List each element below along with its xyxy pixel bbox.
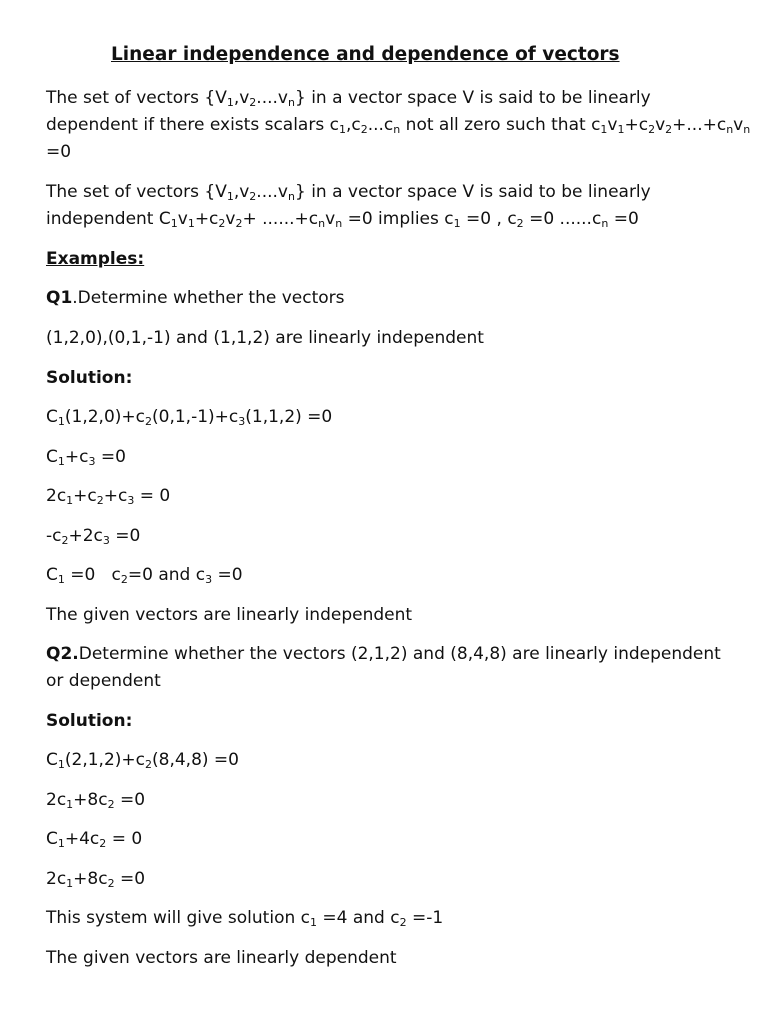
independent-definition-line-1: The set of vectors $\{V_1,v_2....v_n\}$ in a vector space V is said to be linearly [46, 182, 651, 203]
q2-solution-label: Solution: [46, 711, 133, 731]
examples-heading: Examples: [46, 249, 145, 269]
q2-label: Q2. [46, 644, 79, 664]
q1-conclusion: The given vectors are linearly independent [46, 605, 413, 625]
dependent-definition-line-2: dependent if there exists scalars $c_1,c_2...c_n$ not all zero such that $c_1v_1+c_2v_2+...+c_nv_n$ [46, 115, 751, 136]
q1-step: $2c_1+c_2+c_3 = 0$ [46, 486, 171, 507]
q2-question-text: Determine whether the vectors (2,1,2) and (8,4,8) are linearly independent [78, 644, 721, 664]
q2-step: $2c_1+8c_2 =0$ [46, 790, 146, 811]
q2-conclusion: The given vectors are linearly dependent [46, 948, 397, 968]
q1-label: Q1 [46, 288, 73, 308]
q2-step: This system will give solution $c_1 =4$ and $c_2 =-1$ [46, 908, 444, 929]
q1-step: $C_1(1,2,0)+c_2(0,1,-1)+c_3(1,1,2) =0$ [46, 407, 333, 428]
q2-step: $C_1(2,1,2)+c_2(8,4,8) =0$ [46, 750, 239, 771]
q1-step: $C_1 =0$ $c_2=0$ and $c_3 =0$ [46, 565, 243, 586]
page-title: Linear independence and dependence of vectors [111, 44, 620, 65]
q2-question-cont: or dependent [46, 671, 161, 691]
dependent-definition-line-3: =0 [46, 142, 72, 162]
q1-vectors: (1,2,0),(0,1,-1) and (1,1,2) are linearly independent [46, 328, 484, 348]
q1-step: $-c_2+2c_3 =0$ [46, 526, 141, 547]
q2-step: $C_1+4c_2 = 0$ [46, 829, 143, 850]
q1-step: $C_1+c_3 =0$ [46, 447, 126, 468]
q1-question [46, 285, 736, 312]
q2-step: $2c_1+8c_2 =0$ [46, 869, 146, 890]
dependent-definition-line-1: The set of vectors $\{V_1,v_2....v_n\}$ in a vector space V is said to be linearly [46, 88, 651, 109]
q1-question-text: .Determine whether the vectors [72, 288, 345, 308]
q1-solution-label: Solution: [46, 368, 133, 388]
independent-definition-line-2: independent $C_1v_1+c_2v_2+ ......+c_nv_n =0$ implies $c_1 =0$ , $c_2 =0$ $......c_n =0$ [46, 209, 639, 230]
q2-question [46, 641, 736, 668]
